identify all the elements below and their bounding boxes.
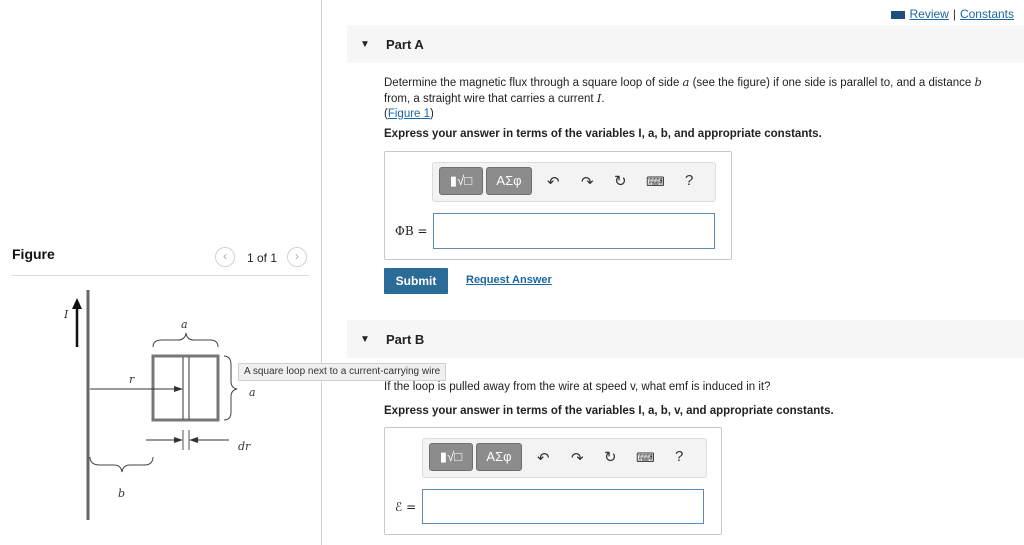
side-top-label: a: [181, 318, 188, 331]
r-label: r: [129, 373, 135, 386]
part-b-header[interactable]: [347, 320, 1024, 358]
figure-1-link[interactable]: Figure 1: [387, 108, 431, 120]
templates-icon: ▮√□: [439, 449, 463, 464]
next-figure-button[interactable]: [287, 247, 307, 267]
request-answer-link[interactable]: Request Answer: [466, 274, 552, 286]
reset-icon[interactable]: ↻: [614, 173, 627, 190]
bottom-brace: [90, 457, 153, 472]
part-a-answer-box: [384, 151, 732, 260]
collapse-caret-icon: ▼: [360, 334, 370, 345]
keyboard-icon[interactable]: ⌨: [646, 174, 665, 189]
figure-title: Figure: [12, 246, 55, 262]
review-link[interactable]: Review: [909, 7, 949, 21]
part-b-instruction: Express your answer in terms of the variables I, a, b, v, and appropriate constants.: [384, 405, 834, 417]
templates-button[interactable]: [439, 167, 483, 195]
figure-divider: [12, 275, 309, 276]
part-a-toolbar: [432, 162, 716, 202]
panel-divider: [321, 0, 322, 545]
dr-label: dr: [238, 440, 251, 453]
current-label: I: [64, 308, 69, 321]
redo-icon[interactable]: ↷: [581, 174, 594, 191]
symbols-button[interactable]: ΑΣφ: [476, 443, 522, 471]
reset-icon[interactable]: ↻: [604, 449, 617, 466]
collapse-caret-icon: ▼: [360, 39, 370, 50]
book-icon: [891, 11, 905, 19]
part-a-title: Part A: [386, 37, 424, 52]
part-a-instruction: Express your answer in terms of the variables I, a, b, and appropriate constants.: [384, 128, 822, 140]
undo-icon[interactable]: ↶: [537, 450, 550, 467]
side-right-label: a: [249, 386, 256, 399]
part-a-question: Determine the magnetic flux through a square loop of side a (see the figure) if one side is parallel to, and a distance b from, a straight wire that carries a current I. (Figure 1): [384, 75, 982, 120]
current-arrowhead: [72, 298, 82, 309]
part-b-answer-box: [384, 427, 722, 535]
keyboard-icon[interactable]: ⌨: [636, 450, 655, 465]
redo-icon[interactable]: ↷: [571, 450, 584, 467]
part-b-title: Part B: [386, 332, 425, 347]
templates-icon: ▮√□: [449, 173, 473, 188]
submit-button[interactable]: Submit: [384, 268, 448, 294]
phi-b-input[interactable]: [433, 213, 715, 249]
b-label: b: [118, 487, 126, 500]
phi-b-label: ΦB =: [395, 224, 428, 238]
link-separator: |: [952, 7, 956, 21]
chevron-left-icon: ‹: [223, 249, 227, 263]
templates-button[interactable]: [429, 443, 473, 471]
figure-panel: [0, 0, 321, 545]
part-b-toolbar: [422, 438, 707, 478]
chevron-right-icon: ›: [295, 249, 299, 263]
emf-input[interactable]: [422, 489, 704, 524]
emf-label: ℰ =: [395, 500, 417, 514]
part-a-header[interactable]: [347, 25, 1024, 63]
right-brace: [224, 356, 237, 420]
figure-page-indicator: 1 of 1: [247, 251, 278, 265]
figure-tooltip: A square loop next to a current-carrying wire: [238, 363, 446, 381]
square-loop: [153, 356, 218, 420]
part-b-question: If the loop is pulled away from the wire at speed v, what emf is induced in it?: [384, 381, 771, 393]
help-button[interactable]: ?: [685, 172, 694, 189]
symbols-button[interactable]: ΑΣφ: [486, 167, 532, 195]
constants-link[interactable]: Constants: [959, 7, 1014, 21]
top-brace: [153, 333, 218, 347]
loop-wire-figure: [0, 285, 321, 545]
undo-icon[interactable]: ↶: [547, 174, 560, 191]
prev-figure-button[interactable]: [215, 247, 235, 267]
header-links: [891, 7, 1014, 21]
help-button[interactable]: ?: [675, 448, 684, 465]
